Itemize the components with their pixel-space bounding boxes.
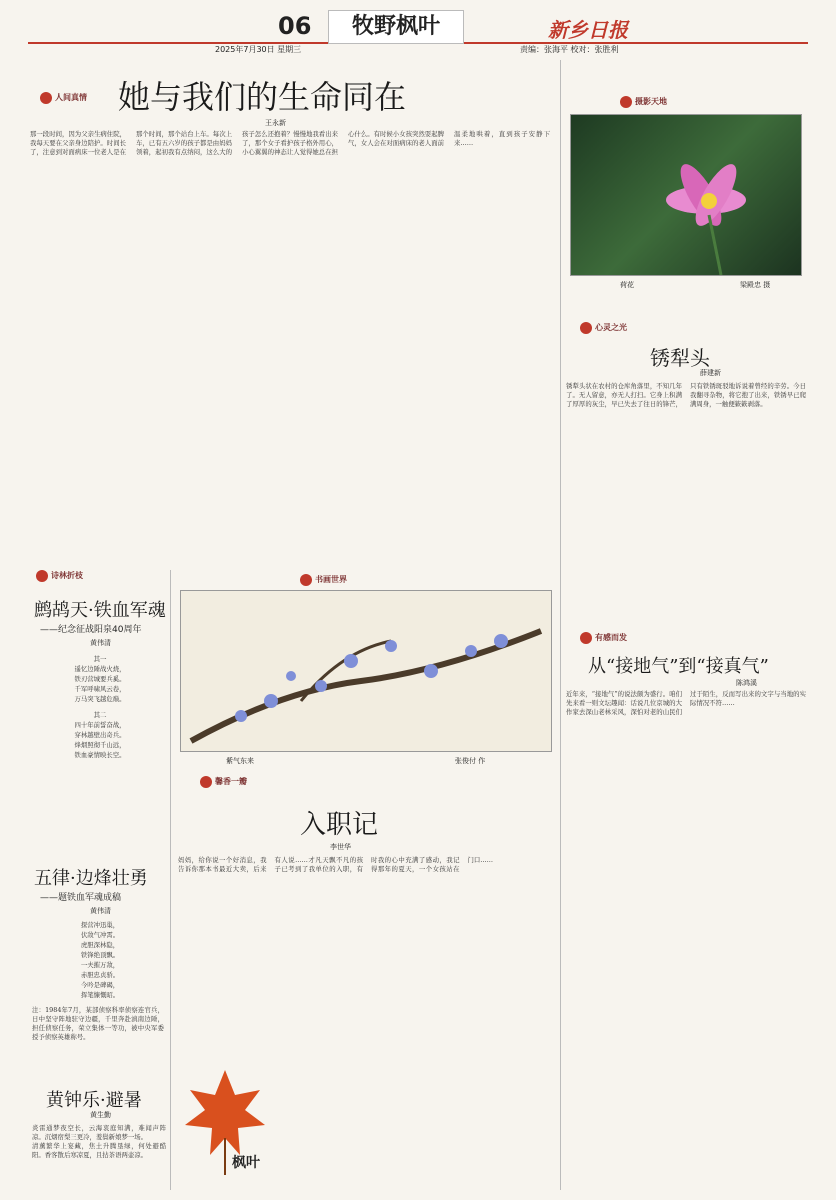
flower-icon (200, 776, 212, 788)
plum-blossom-icon (181, 591, 551, 751)
column-tag-painting: 书画世界 (300, 574, 347, 586)
entry-job-body: 妈妈，给你说一个好消息，我告诉你那本书最近大卖，后来有人说……才凡天飘不凡的孩子已考到了我单位的入职，有时我的心中充满了感动，我记得那年的夏天，一个女孩站在门口…… (178, 856, 494, 873)
maple-leaf-illustration (180, 1060, 270, 1180)
poem-author-note: 注：1984年7月，某部侦察科率侦察连官兵，日中坚守阵地驻守边疆，千里奔赴滇南边陲，担任侦察任务，荣立集体一等功，被中央军委授予侦察英雄称号。 (32, 1006, 164, 1041)
top-article-author: 王永新 (265, 119, 286, 127)
plum-blossom-painting (180, 590, 552, 752)
column-tag-poetry: 诗林折枝 (36, 570, 83, 582)
feeling-body: 近年来，“接地气”的说法颇为盛行。咱们先来看一则文坛趣闻：话说几位京城的大作家去深山老林采风，深怕对老的山民们过于陌生，反而写出来的文字与当地的实际情况不符…… (566, 690, 806, 716)
poem1-part1: 其一 遥忆边陲战火烧， 铁刃营城要兵奚。 千军呼啸风云卷， 万马突飞越危巅。 其二 四十年前誓奋战， 穿林越壁出奇兵。 烽烟照彻千山远， 铁血豪情映长空。 (74, 655, 126, 759)
top-article-body: 那一段时间，因为父亲生病住院，我每天要在父亲身边陪护。时间长了，注意到对面病床一位老人是在那个时间，那个站台上车。每次上车，已有五六岁的孩子都是由妈妈领着，起初我有点纳闷，这么大的孩子怎么还抱着？慢慢地我看出来了，那个女子看护孩子格外用心，小心翼翼的神态让人觉得她总在担心什么。有时候小女孩突然耍起脾气，女人会在对面病床的老人面前温柔地哄着，直到孩子安静下来…… (30, 130, 550, 156)
ci-poem-author: 黄生勤 (90, 1111, 111, 1119)
entry-job-title: 入职记 (300, 810, 379, 840)
painting-caption-title: 紫气东来 (226, 757, 254, 765)
poem2-title: 五律·边烽壮勇 (34, 868, 148, 889)
top-article-title: 她与我们的生命同在 (118, 78, 407, 116)
column-tag-renjian: 人间真情 (40, 92, 87, 104)
ci-poem-body: 炎雷通梦夜空长，云海衷庭知满，难闻声阵凉。沉烟宿梨三更冷，羞鬓新娘梦一场。 清薰繁华上宴藏，焦土升腾垦绿，何处避酷阳。香客散后寒凉夏，且拈茶语两壶凉。 (32, 1124, 166, 1159)
column-divider (170, 570, 171, 1190)
photo-caption-author: 梁殿忠 摄 (740, 281, 771, 289)
flower-icon (300, 574, 312, 586)
lotus-flower-icon (571, 115, 801, 275)
photo-caption-title: 荷花 (620, 281, 634, 289)
poem2-author: 黄伟清 (90, 907, 111, 915)
ci-poem-title: 黄钟乐·避暑 (46, 1090, 142, 1111)
column-tag-feeling: 有感而发 (580, 632, 627, 644)
feeling-author: 陈鸿溪 (736, 679, 757, 687)
flower-icon (580, 632, 592, 644)
rusty-plow-author: 薛建新 (700, 369, 721, 377)
poem1-author: 黄伟清 (90, 639, 111, 647)
rusty-plow-title: 锈犁头 (650, 346, 710, 370)
flower-icon (620, 96, 632, 108)
page-number: 06 (278, 12, 312, 40)
section-title: 牧野枫叶 (328, 10, 464, 44)
flower-icon (40, 92, 52, 104)
lotus-photo (570, 114, 802, 276)
flower-icon (580, 322, 592, 334)
rusty-plow-body: 锈犁头状在农村的仓库角落里，不知几年了。无人留意，亦无人打扫。它身上积满了厚厚的灰尘，早已失去了往日的锋芒，只有铁锈斑驳地诉说着曾经的辛劳。今日我翻寻杂物，将它抱了出来，铁锈早已爬满周身，一触便簌簌剥落。 (566, 382, 806, 408)
column-divider (560, 60, 561, 1190)
column-tag-photo: 摄影天地 (620, 96, 667, 108)
poem2-body: 探营冲迅巢， 伏敌气冲霄。 虎胆深林隐， 铁锋绝顶飘。 一夫摧万敌， 赤胆忠贞骄。 今吟是碑碣， 挥笔慷慨昭。 (80, 921, 120, 999)
maple-label: 枫叶 (232, 1155, 260, 1171)
flower-icon (36, 570, 48, 582)
column-tag-xinxiang: 馨香一瓣 (200, 776, 247, 788)
poem2-subtitle: ——题铁血军魂成稿 (40, 893, 122, 903)
column-tag-xinling: 心灵之光 (580, 322, 627, 334)
masthead (28, 6, 808, 44)
painting-caption-author: 张俊付 作 (455, 757, 486, 765)
feeling-title: 从“接地气”到“接真气” (588, 656, 769, 677)
entry-job-author: 李世华 (330, 843, 351, 851)
poem1-title: 鹧鸪天·铁血军魂 (34, 600, 166, 621)
poem1-subtitle: ——纪念征战阳泉40周年 (40, 625, 142, 635)
editor-credits: 责编：张海平 校对：张胜利 (520, 45, 619, 54)
issue-date: 2025年7月30日 星期三 (215, 45, 302, 54)
newspaper-logo: 新乡日报 (548, 18, 628, 42)
